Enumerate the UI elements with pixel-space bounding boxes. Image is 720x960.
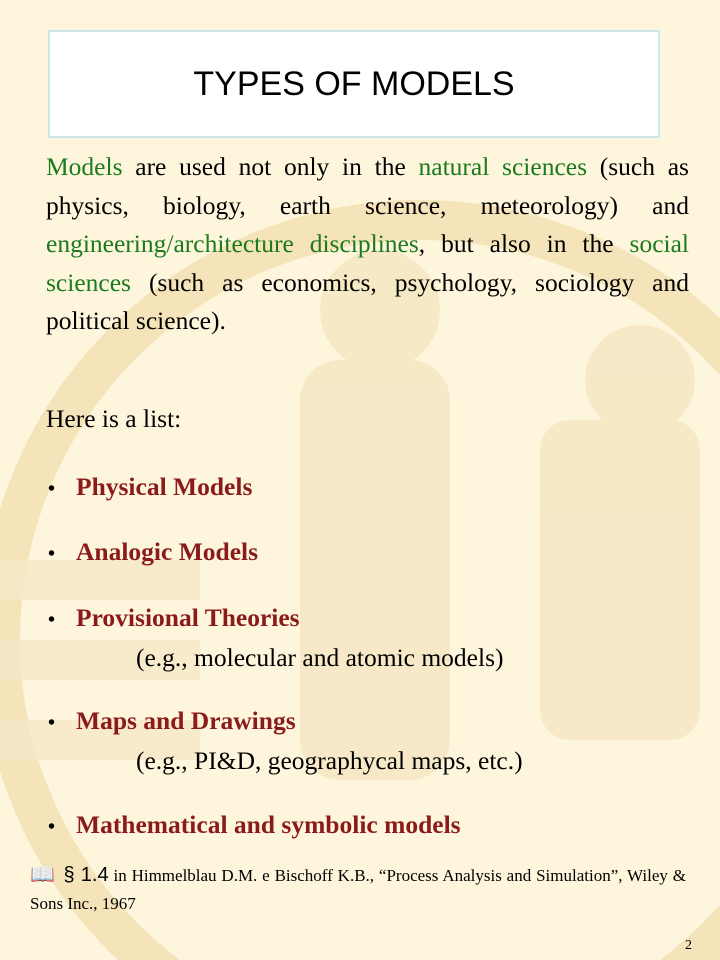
bullet-icon: • xyxy=(48,816,56,838)
footnote-reference xyxy=(30,860,686,918)
title-box xyxy=(48,30,660,138)
list-item xyxy=(48,706,296,736)
slide-title: TYPES OF MODELS xyxy=(193,64,515,103)
list-item xyxy=(48,537,258,567)
list-item xyxy=(48,472,252,502)
intro-term-engineering: engineering/architecture disciplines xyxy=(46,229,419,258)
footnote-text: in Himmelblau D.M. e Bischoff K.B., “Process Analysis and Simulation”, Wiley & Sons Inc., 1967 xyxy=(30,866,687,913)
list-item-label: Physical Models xyxy=(76,472,253,501)
intro-term-models: Models xyxy=(46,152,123,181)
list-item-label: Maps and Drawings xyxy=(76,706,296,735)
list-item-note: (e.g., molecular and atomic models) xyxy=(136,643,504,672)
intro-paragraph xyxy=(46,148,689,341)
book-icon: 📖 xyxy=(30,862,56,886)
intro-text: (such as economics, psychology, sociology and political science). xyxy=(46,267,689,335)
intro-text: (such as physics, biology, earth science, meteorology) and xyxy=(46,152,689,220)
list-item xyxy=(48,603,300,633)
bullet-icon: • xyxy=(48,478,56,500)
intro-text: , but also in the xyxy=(418,229,630,258)
list-item-label: Provisional Theories xyxy=(76,603,300,632)
list-item-note: (e.g., PI&D, geographycal maps, etc.) xyxy=(136,746,523,775)
intro-term-social-sciences: social sciences xyxy=(46,229,689,297)
intro-text: are used not only in the xyxy=(122,152,419,181)
footnote-section: § 1.4 xyxy=(63,864,109,886)
bullet-icon: • xyxy=(48,543,56,565)
list-item-label: Analogic Models xyxy=(76,537,259,566)
list-item xyxy=(48,810,461,840)
bullet-icon: • xyxy=(48,609,56,631)
bullet-icon: • xyxy=(48,712,56,734)
page-number: 2 xyxy=(685,938,692,953)
intro-term-natural-sciences: natural sciences xyxy=(418,152,588,181)
list-item-label: Mathematical and symbolic models xyxy=(76,810,461,839)
list-lead-in: Here is a list: xyxy=(46,404,182,433)
